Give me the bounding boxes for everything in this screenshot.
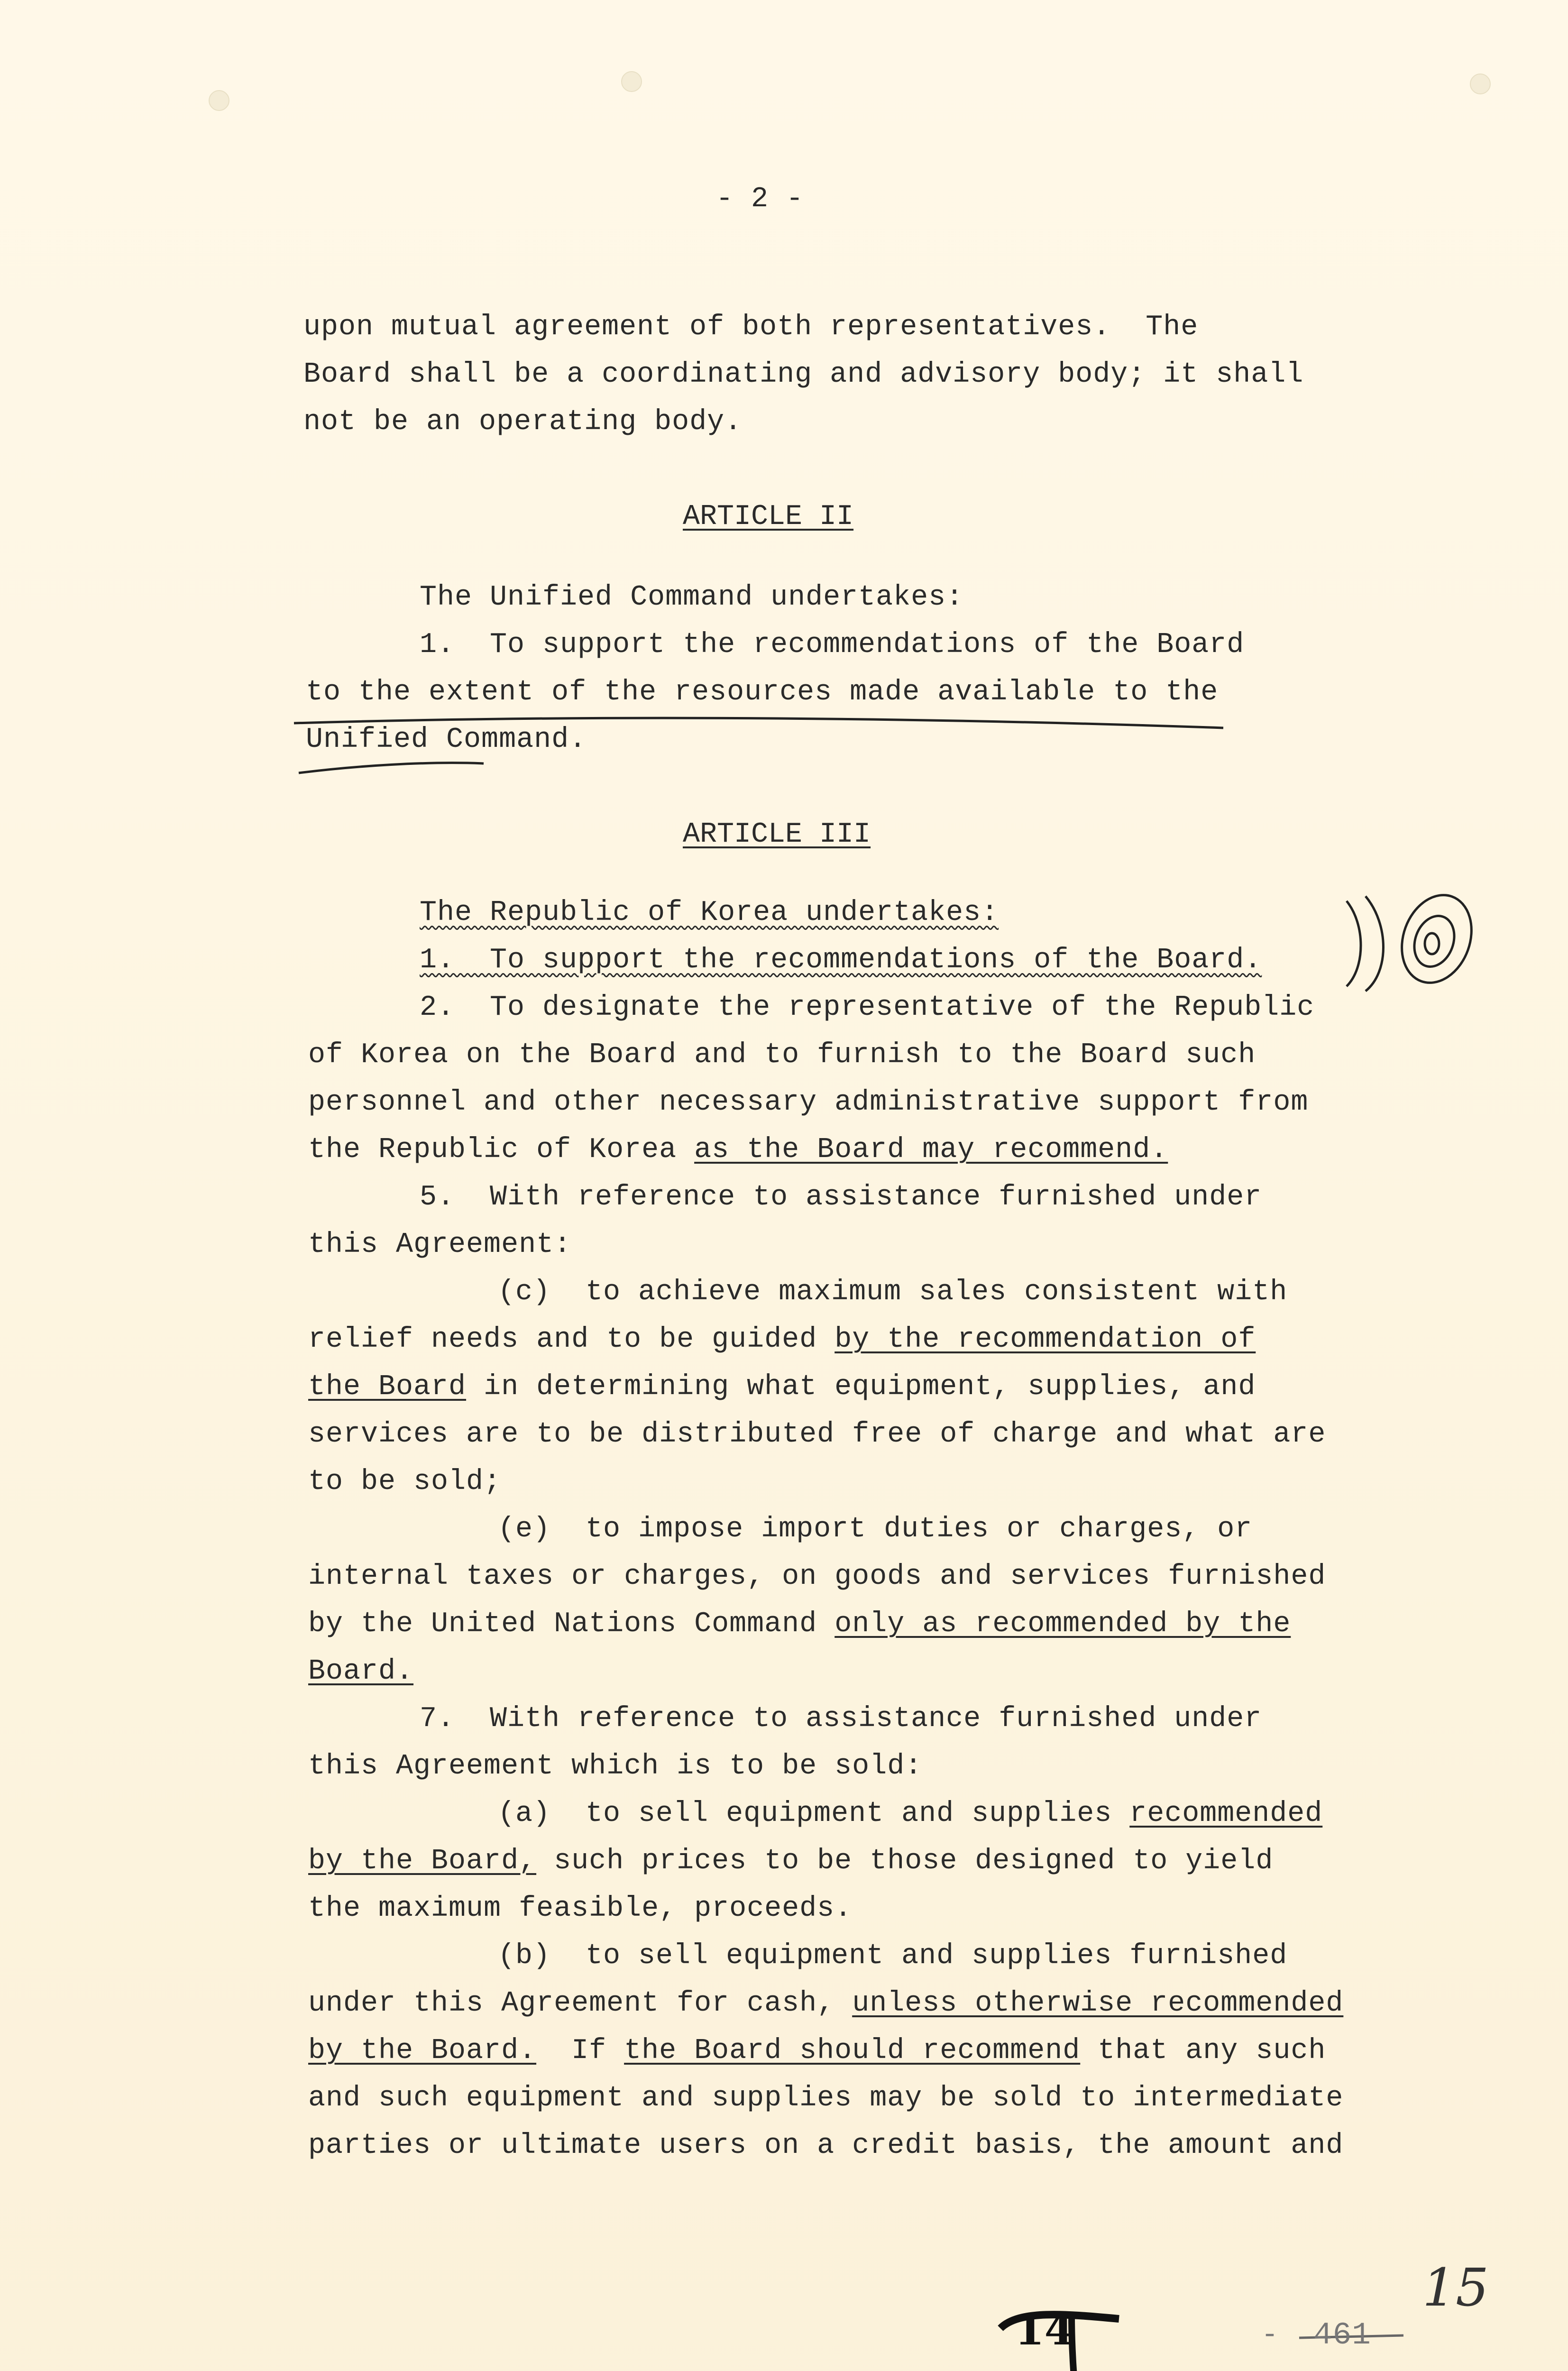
- text-line: (e) to impose import duties or charges, or: [498, 1513, 1253, 1545]
- text-line: (c) to achieve maximum sales consistent with: [498, 1276, 1288, 1308]
- struck-number: 461: [1313, 2317, 1371, 2353]
- underlined-phrase: recommended: [1129, 1798, 1323, 1830]
- text-line: 1. To support the recommendations of the Board.: [420, 944, 1262, 976]
- underlined-phrase: as the Board may recommend.: [694, 1134, 1168, 1166]
- underlined-phrase: by the Board.: [308, 2035, 537, 2067]
- text-line: to the extent of the resources made available to the: [306, 676, 1219, 708]
- text-segment: by the United Nations Command: [308, 1608, 835, 1640]
- underlined-phrase: unless otherwise recommended: [852, 1987, 1344, 2020]
- underline-stroke: [294, 718, 1223, 728]
- text-line: 1. To support the recommendations of the Board: [420, 629, 1245, 661]
- handwritten-number: 15: [1422, 2257, 1489, 2318]
- text-line: parties or ultimate users on a credit basis, the amount and: [308, 2130, 1344, 2162]
- text-line: 2. To designate the representative of the Republic: [420, 992, 1315, 1024]
- underlined-phrase: the Board should recommend: [624, 2035, 1081, 2067]
- underlined-phrase: Board.: [308, 1655, 414, 1688]
- text-line: of Korea on the Board and to furnish to the Board such: [308, 1039, 1256, 1071]
- text-line: not be an operating body.: [303, 406, 743, 438]
- stamp-number: 14: [1015, 2305, 1074, 2355]
- article-ii-intro: The Unified Command undertakes:: [420, 581, 964, 614]
- article-iii-heading: ARTICLE III: [683, 818, 871, 851]
- text-segment: in determining what equipment, supplies, and: [466, 1371, 1256, 1403]
- text-line: and such equipment and supplies may be sold to intermediate: [308, 2082, 1344, 2114]
- circle-mark: [1408, 910, 1461, 973]
- text-segment: under this Agreement for cash,: [308, 1987, 853, 2020]
- underline-stroke: [299, 763, 484, 773]
- underlined-phrase: only as recommended by the: [834, 1608, 1291, 1640]
- text-line: upon mutual agreement of both representatives. The: [303, 311, 1199, 343]
- page-number: - 2 -: [716, 183, 804, 215]
- text-line: this Agreement:: [308, 1229, 572, 1261]
- bracket-mark: [1366, 896, 1384, 991]
- text-segment: the Republic of Korea: [308, 1134, 695, 1166]
- article-iii-intro: The Republic of Korea undertakes:: [420, 897, 999, 929]
- text-line: 7. With reference to assistance furnished under: [420, 1703, 1262, 1735]
- text-line: to be sold;: [308, 1466, 502, 1498]
- text-line: the maximum feasible, proceeds.: [308, 1893, 853, 1925]
- circle-mark: [1425, 933, 1439, 954]
- text-line: Board shall be a coordinating and advisory body; it shall: [303, 358, 1304, 391]
- text-segment: that any such: [1080, 2035, 1326, 2067]
- text-segment: If: [536, 2035, 624, 2067]
- underlined-phrase: the Board: [308, 1371, 467, 1403]
- text-line: this Agreement which is to be sold:: [308, 1750, 923, 1783]
- circle-mark: [1390, 885, 1484, 993]
- text-line: Unified Command.: [306, 724, 587, 756]
- text-line: personnel and other necessary administrative support from: [308, 1086, 1309, 1119]
- text-segment: (a) to sell equipment and supplies: [498, 1798, 1130, 1830]
- text-line: internal taxes or charges, on goods and services furnished: [308, 1561, 1326, 1593]
- footer-dash: -: [1261, 2319, 1279, 2352]
- underlined-phrase: by the recommendation of: [834, 1323, 1256, 1356]
- bracket-mark: [1347, 901, 1361, 986]
- text-segment: relief needs and to be guided: [308, 1323, 835, 1356]
- text-line: services are to be distributed free of charge and what are: [308, 1418, 1326, 1451]
- underlined-phrase: by the Board,: [308, 1845, 537, 1877]
- text-line: (b) to sell equipment and supplies furnished: [498, 1940, 1288, 1972]
- text-segment: such prices to be those designed to yield: [536, 1845, 1274, 1877]
- article-ii-heading: ARTICLE II: [683, 501, 854, 533]
- text-line: 5. With reference to assistance furnished under: [420, 1181, 1262, 1213]
